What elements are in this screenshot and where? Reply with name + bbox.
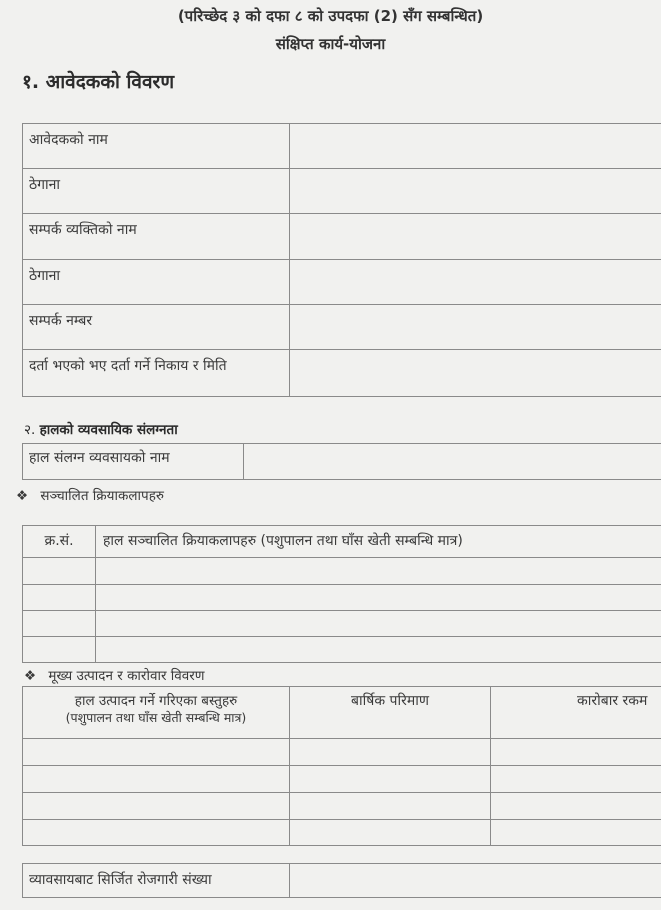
table-row [23, 611, 661, 637]
table-row [23, 766, 661, 793]
applicant-name-field[interactable] [290, 124, 661, 169]
section2-heading: हालको व्यवसायिक संलग्नता [39, 422, 178, 438]
goods-header: हाल उत्पादन गर्ने गरिएका बस्तुहरु (पशुपालन तथा घाँस खेती सम्बन्धि मात्र) [23, 687, 290, 739]
contact-number-field[interactable] [290, 305, 661, 350]
registration-field[interactable] [290, 350, 661, 397]
contact-person-label: सम्पर्क व्यक्तिको नाम [23, 214, 290, 260]
form-subtitle: (परिच्छेद ३ को दफा ८ को उपदफा (2) सँग सम्बन्धित) [177, 7, 484, 25]
form-title: संक्षिप्त कार्य-योजना [275, 35, 386, 53]
contact-address-label: ठेगाना [23, 260, 290, 305]
turnover-cell[interactable] [491, 739, 661, 766]
contact-person-field[interactable] [290, 214, 661, 260]
contact-number-label: सम्पर्क नम्बर [23, 305, 290, 350]
table-row [23, 558, 661, 585]
goods-cell[interactable] [23, 766, 290, 793]
quantity-cell[interactable] [290, 793, 491, 820]
activities-heading: ❖ सञ्चालित क्रियाकलापहरु [16, 488, 164, 504]
activity-header: हाल सञ्चालित क्रियाकलापहरु (पशुपालन तथा घाँस खेती सम्बन्धि मात्र) [96, 526, 661, 558]
production-table [22, 686, 661, 846]
sn-cell[interactable] [23, 585, 96, 611]
sn-cell[interactable] [23, 558, 96, 585]
production-header-row [23, 687, 661, 739]
section2-number: २. [24, 422, 36, 438]
quantity-cell[interactable] [290, 739, 491, 766]
employment-table [22, 863, 661, 898]
diamond-bullet-icon: ❖ [16, 488, 29, 504]
quantity-cell[interactable] [290, 766, 491, 793]
section1-title: १. आवेदकको विवरण [22, 71, 175, 93]
business-table [22, 443, 661, 480]
registration-label: दर्ता भएको भए दर्ता गर्ने निकाय र मिति [23, 350, 290, 397]
sn-cell[interactable] [23, 611, 96, 637]
activity-cell[interactable] [96, 611, 661, 637]
goods-cell[interactable] [23, 820, 290, 846]
contact-address-field[interactable] [290, 260, 661, 305]
sn-cell[interactable] [23, 637, 96, 663]
turnover-cell[interactable] [491, 820, 661, 846]
address-label: ठेगाना [23, 169, 290, 214]
applicant-name-label: आवेदकको नाम [23, 124, 290, 169]
sn-header: क्र.सं. [23, 526, 96, 558]
employment-label: व्यावसायबाट सिर्जित रोजगारी संख्या [23, 864, 290, 898]
section2-title [24, 420, 178, 438]
activities-header-row [23, 526, 661, 558]
turnover-header: कारोबार रकम [491, 687, 661, 739]
table-row [23, 739, 661, 766]
table-row [23, 637, 661, 663]
activity-cell[interactable] [96, 558, 661, 585]
table-row [23, 585, 661, 611]
table-row [23, 793, 661, 820]
turnover-cell[interactable] [491, 766, 661, 793]
activity-cell[interactable] [96, 585, 661, 611]
quantity-cell[interactable] [290, 820, 491, 846]
goods-cell[interactable] [23, 793, 290, 820]
production-heading: ❖ मूख्य उत्पादन र कारोवार विवरण [24, 666, 209, 684]
table-row [23, 820, 661, 846]
annual-quantity-header: बार्षिक परिमाण [290, 687, 491, 739]
goods-cell[interactable] [23, 739, 290, 766]
employment-field[interactable] [290, 864, 661, 898]
activities-table [22, 525, 661, 663]
diamond-bullet-icon: ❖ [24, 668, 37, 684]
turnover-cell[interactable] [491, 793, 661, 820]
business-name-label: हाल संलग्न व्यवसायको नाम [23, 444, 244, 480]
activity-cell[interactable] [96, 637, 661, 663]
business-name-field[interactable] [244, 444, 661, 480]
address-field[interactable] [290, 169, 661, 214]
applicant-details-table [22, 123, 661, 397]
